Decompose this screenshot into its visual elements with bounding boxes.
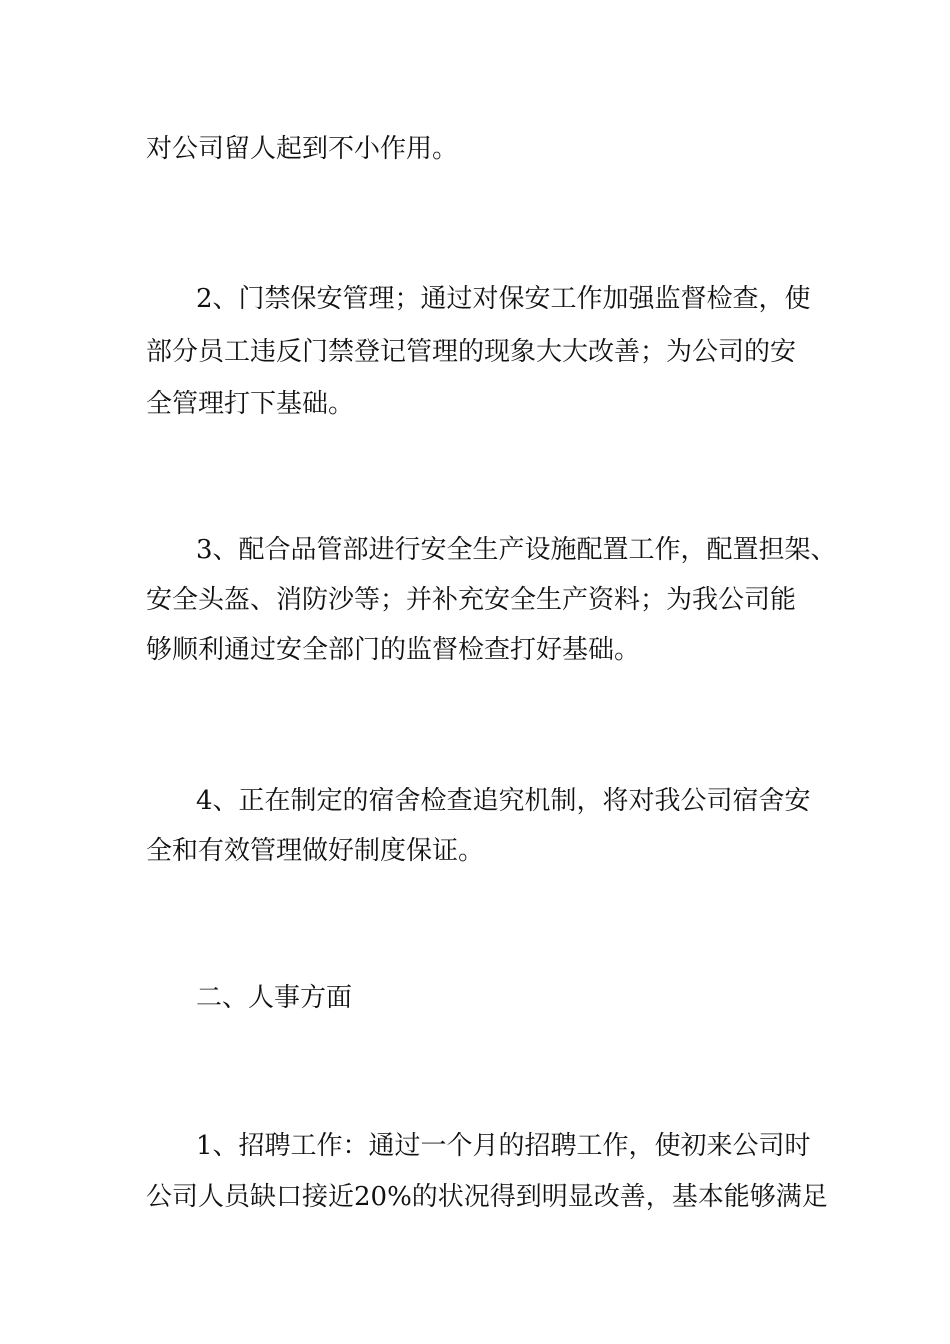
paragraph-line: 1、招聘工作：通过一个月的招聘工作，使初来公司时 <box>196 1131 811 1161</box>
paragraph-line: 2、门禁保安管理；通过对保安工作加强监督检查，使 <box>196 284 811 314</box>
paragraph-line: 部分员工违反门禁登记管理的现象大大改善；为公司的安 <box>146 337 797 367</box>
section-heading: 二、人事方面 <box>196 983 353 1013</box>
paragraph-line: 3、配合品管部进行安全生产设施配置工作，配置担架、 <box>196 535 837 565</box>
paragraph-line: 全和有效管理做好制度保证。 <box>146 836 485 866</box>
paragraph-line: 公司人员缺口接近20%的状况得到明显改善，基本能够满足 <box>146 1182 828 1212</box>
paragraph-line: 安全头盔、消防沙等；并补充安全生产资料；为我公司能 <box>146 585 797 615</box>
paragraph-line: 够顺利通过安全部门的监督检查打好基础。 <box>146 635 641 665</box>
paragraph-line: 对公司留人起到不小作用。 <box>146 134 459 164</box>
paragraph-line: 4、正在制定的宿舍检查追究机制，将对我公司宿舍安 <box>196 786 811 816</box>
paragraph-line: 全管理打下基础。 <box>146 389 355 419</box>
